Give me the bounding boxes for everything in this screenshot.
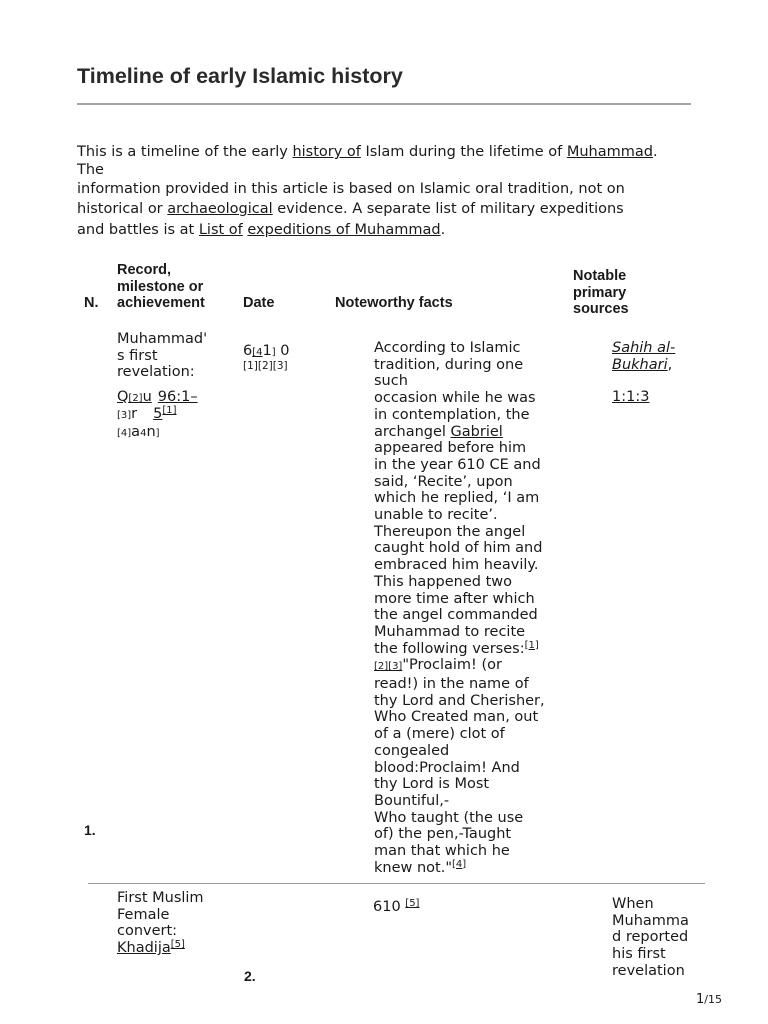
header-number: N. — [84, 295, 99, 311]
intro-line-2: The — [77, 162, 104, 178]
expeditions-link[interactable]: expeditions of Muhammad — [247, 222, 441, 238]
header-record-line: milestone or — [117, 278, 204, 295]
header-record — [117, 262, 205, 312]
intro-line-3: information provided in this article is based on Islamic oral tradition, not on — [77, 181, 625, 197]
header-sources-line: primary — [573, 284, 627, 301]
ref-link[interactable]: [4] — [452, 858, 467, 870]
quran-link[interactable]: Q[2]u — [117, 389, 152, 405]
row2-record: First Muslim Female convert: Khadija[5] — [117, 890, 204, 957]
sahih-bukhari-link[interactable]: Sahih al- — [612, 340, 676, 356]
row2-date: 610 [5] — [373, 898, 420, 915]
muhammad-link[interactable]: Muhammad — [566, 144, 653, 160]
history-of-link[interactable]: history of — [292, 144, 361, 160]
ref-link[interactable]: [1] — [524, 639, 539, 651]
intro-text: Islam during the lifetime of — [360, 144, 567, 160]
row-number: 2. — [244, 968, 256, 984]
ref-link[interactable]: [5] — [170, 939, 185, 951]
row1-date: 6[41] 0 — [243, 343, 290, 359]
row-number: 1. — [84, 822, 96, 838]
intro-line-4 — [77, 199, 624, 219]
sahih-bukhari-link[interactable]: Bukhari — [612, 356, 668, 373]
row1-facts: According to Islamic tradition, during one such occasion while he was in contemplation, the archangel Gabriel appeared before him in the year 610 CE and said, ‘Recite’, upon which he replied, ‘I am unable to recite’. Thereupon the angel caught hold of him and embraced him heavily. This happened two more time after which the angel commanded Muhammad to recite the following verses:[1] [2][3]"Proclaim! (or read!) in the name of thy Lord and Cherisher, Who Created man, out of a (mere) clot of congealed blood:Proclaim! And thy Lord is Most Bountiful,- Who taught (the use of) the pen,-Taught man that which he knew not."[4] — [374, 340, 545, 876]
quran-reference — [117, 389, 198, 408]
intro-text: and battles is at — [77, 222, 199, 238]
intro-text: This is a timeline of the early — [77, 144, 293, 160]
khadija-link[interactable]: Khadija — [117, 940, 171, 957]
page-title: Timeline of early Islamic history — [77, 64, 403, 88]
gabriel-link[interactable]: Gabriel — [450, 423, 503, 440]
header-date: Date — [243, 295, 275, 311]
quran-reference-line-3: [4]a4n] — [117, 424, 160, 440]
row2-source: When Muhamma d reported his first revelation — [612, 896, 689, 979]
header-sources-line: Notable — [573, 268, 627, 284]
title-divider — [77, 103, 691, 105]
intro-line-5 — [77, 220, 445, 240]
row1-record — [117, 331, 207, 381]
quran-reference-line-2: [3]r 5[1] — [117, 405, 177, 422]
verse-5-link[interactable]: 5 — [153, 406, 163, 422]
intro-text: . — [652, 144, 658, 160]
ref-link[interactable]: [4 — [252, 347, 263, 358]
intro-line-1 — [77, 142, 658, 162]
hadith-reference-link[interactable]: 1:1:3 — [612, 389, 650, 406]
header-sources-line: sources — [573, 301, 629, 317]
header-facts: Noteworthy facts — [335, 295, 453, 311]
ref-link[interactable]: [5] — [405, 898, 420, 909]
intro-text: . — [440, 222, 446, 238]
record-line: s first — [117, 347, 158, 364]
intro-text: historical or — [77, 201, 168, 217]
header-record-line: Record, — [117, 262, 171, 278]
archaeological-link[interactable]: archaeological — [167, 201, 273, 217]
page-number: 1/15 — [696, 992, 722, 1007]
header-sources — [573, 268, 629, 318]
header-record-line: achievement — [117, 295, 205, 311]
record-line: revelation: — [117, 364, 195, 381]
row1-date-refs[interactable]: [1][2][3] — [243, 360, 288, 372]
ref-link[interactable]: [1] — [162, 405, 177, 416]
row1-source: Sahih al- Bukhari, 1:1:3 — [612, 340, 676, 406]
ref-link[interactable]: [2][3] — [374, 661, 403, 673]
row-divider — [88, 883, 705, 884]
record-line: Muhammad' — [117, 331, 208, 347]
list-of-link[interactable]: List of — [198, 222, 243, 238]
intro-text: evidence. A separate list of military expeditions — [272, 201, 624, 217]
surah-96-link[interactable]: 96:1– — [157, 389, 198, 405]
